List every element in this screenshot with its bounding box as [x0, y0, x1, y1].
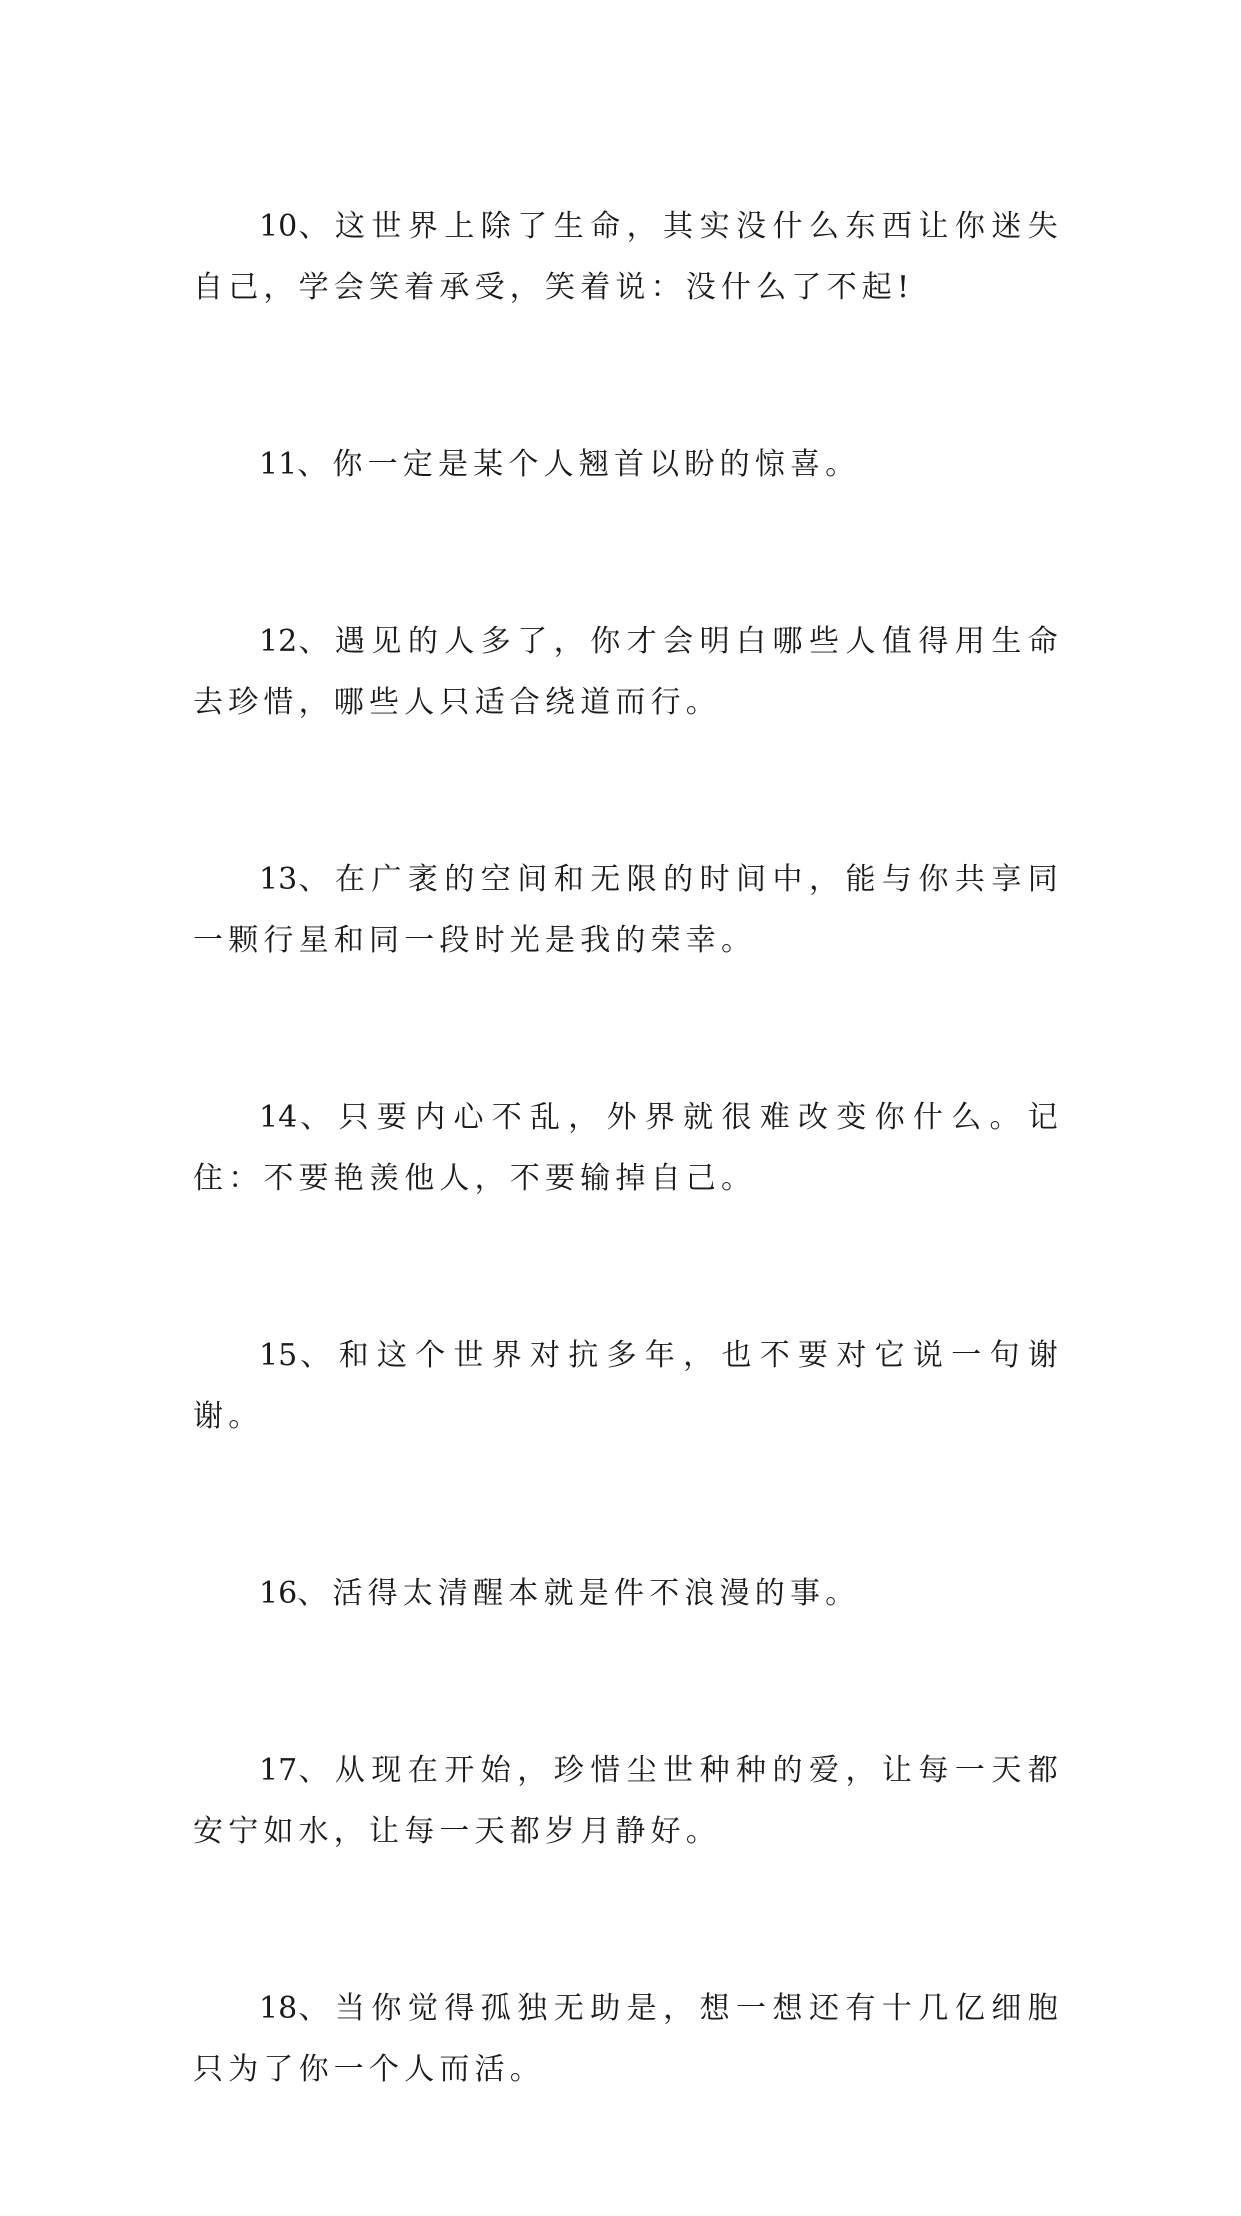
- paragraph-number: 14: [259, 1100, 298, 1135]
- paragraph-number: 18: [259, 1991, 298, 2026]
- paragraph-number: 15: [259, 1338, 298, 1373]
- paragraph-number: 13: [259, 862, 298, 897]
- paragraph-number: 10: [259, 209, 298, 244]
- document-body: [193, 196, 1063, 2216]
- paragraph-16: [193, 1563, 1063, 1624]
- paragraph-text: 、只要内心不乱，外界就很难改变你什么。记住：不要艳羡他人，不要输掉自己。: [193, 1100, 1063, 1196]
- paragraph-text: 、当你觉得孤独无助是，想一想还有十几亿细胞只为了你一个人而活。: [193, 1991, 1063, 2087]
- paragraph-10: [193, 196, 1063, 318]
- paragraph-12: [193, 611, 1063, 733]
- paragraph-number: 17: [259, 1753, 298, 1788]
- paragraph-14: [193, 1087, 1063, 1209]
- paragraph-number: 12: [259, 624, 298, 659]
- paragraph-text: 、活得太清醒本就是件不浪漫的事。: [297, 1576, 861, 1611]
- paragraph-text: 、从现在开始，珍惜尘世种种的爱，让每一天都安宁如水，让每一天都岁月静好。: [193, 1753, 1063, 1849]
- paragraph-number: 11: [259, 447, 298, 482]
- paragraph-17: [193, 1740, 1063, 1862]
- paragraph-text: 、在广袤的空间和无限的时间中，能与你共享同一颗行星和同一段时光是我的荣幸。: [193, 862, 1063, 958]
- paragraph-11: [193, 434, 1063, 495]
- paragraph-text: 、遇见的人多了，你才会明白哪些人值得用生命去珍惜，哪些人只适合绕道而行。: [193, 624, 1063, 720]
- paragraph-text: 、和这个世界对抗多年，也不要对它说一句谢谢。: [193, 1338, 1063, 1434]
- paragraph-18: [193, 1978, 1063, 2100]
- paragraph-text: 、你一定是某个人翘首以盼的惊喜。: [297, 447, 861, 482]
- paragraph-13: [193, 849, 1063, 971]
- paragraph-text: 、这世界上除了生命，其实没什么东西让你迷失自己，学会笑着承受，笑着说：没什么了不起!: [193, 209, 1063, 305]
- paragraph-15: [193, 1325, 1063, 1447]
- paragraph-number: 16: [259, 1576, 298, 1611]
